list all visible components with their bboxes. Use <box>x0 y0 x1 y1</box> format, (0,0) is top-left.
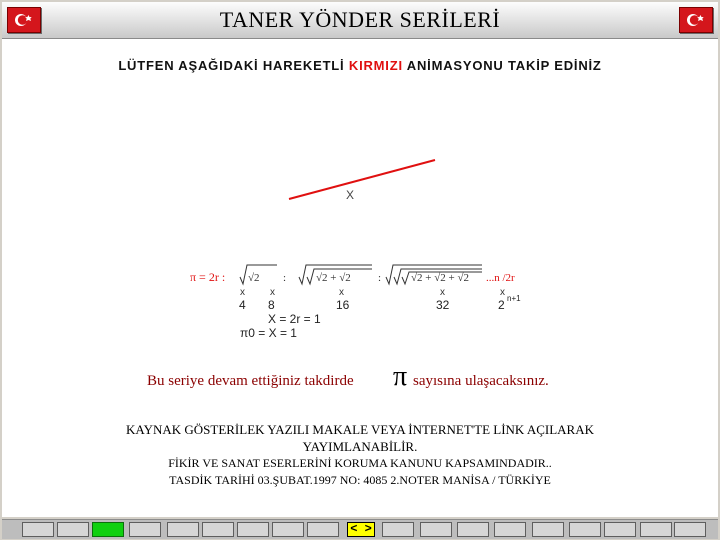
footer-line-4: TASDİK TARİHİ 03.ŞUBAT.1997 NO: 4085 2.NOTER MANİSA / TÜRKİYE <box>169 473 551 487</box>
footer-line-2: YAYIMLANABİLİR. <box>302 439 418 454</box>
radical-term-2: √2 + √2 <box>316 272 351 284</box>
segment-label: X <box>346 188 355 202</box>
nav-slide-button[interactable] <box>307 522 339 537</box>
turkish-flag-icon <box>679 7 713 33</box>
formula-line-1: X = 2r = 1 <box>268 312 321 326</box>
denom-5: 2 <box>498 298 505 312</box>
nav-slide-button[interactable] <box>420 522 452 537</box>
denom-3: 16 <box>336 298 350 312</box>
denom-4: 32 <box>436 298 450 312</box>
denom-2: 8 <box>268 298 275 312</box>
nav-slide-button[interactable] <box>129 522 161 537</box>
nav-slide-button[interactable] <box>57 522 89 537</box>
instruction-before: LÜTFEN AŞAĞIDAKİ HAREKETLİ <box>118 58 349 73</box>
caption-before: Bu seriye devam ettiğiniz takdirde <box>147 373 354 389</box>
nav-slide-button[interactable] <box>532 522 564 537</box>
x-marker-2: x <box>270 287 275 298</box>
caption <box>147 361 549 392</box>
red-segment-line <box>289 160 435 199</box>
page-title: TANER YÖNDER SERİLERİ <box>219 7 501 32</box>
x-marker-4: x <box>440 287 445 298</box>
nav-slide-button[interactable] <box>674 522 706 537</box>
instruction-text <box>2 58 718 73</box>
footer-line-3: FİKİR VE SANAT ESERLERİNİ KORUMA KANUNU KAPSAMINDADIR.. <box>168 456 552 470</box>
caption-after: sayısına ulaşacaksınız. <box>413 373 549 389</box>
instruction-highlight: KIRMIZI <box>348 58 403 73</box>
pi-symbol: π <box>393 361 408 392</box>
formula-pi-eq: π = 2r : <box>190 270 226 284</box>
x-marker-5: x <box>500 287 505 298</box>
nav-slide-button[interactable] <box>640 522 672 537</box>
nav-prev-next-button[interactable]: < > <box>347 522 375 537</box>
title-bar <box>2 2 718 39</box>
x-marker-3: x <box>339 287 344 298</box>
x-marker-1: x <box>240 287 245 298</box>
nav-slide-button[interactable] <box>237 522 269 537</box>
radical-sep-2: : <box>378 272 382 284</box>
copyright-footer <box>2 421 718 489</box>
nav-slide-button[interactable] <box>604 522 636 537</box>
denom-exponent: n+1 <box>507 294 521 303</box>
slide-content <box>2 39 718 517</box>
nav-slide-button[interactable] <box>22 522 54 537</box>
radical-term-3: √2 + √2 + √2 <box>411 272 470 284</box>
slide-navigation-bar <box>2 519 718 539</box>
instruction-after: ANİMASYONU TAKİP EDİNİZ <box>402 58 602 73</box>
nav-slide-button[interactable] <box>494 522 526 537</box>
nav-slide-button[interactable] <box>202 522 234 537</box>
formula-end: ...n /2r <box>486 272 515 284</box>
formula-line-2: π0 = X = 1 <box>240 326 297 340</box>
nav-slide-button[interactable] <box>272 522 304 537</box>
pi-series-diagram <box>182 149 542 389</box>
nav-slide-button[interactable] <box>167 522 199 537</box>
nav-slide-button[interactable] <box>569 522 601 537</box>
radical-term-1: √2 <box>248 272 260 284</box>
footer-line-1: KAYNAK GÖSTERİLEK YAZILI MAKALE VEYA İNTERNET'TE LİNK AÇILARAK <box>125 422 594 437</box>
denom-1: 4 <box>239 298 246 312</box>
nav-slide-button[interactable] <box>382 522 414 537</box>
radical-sep-1: : <box>283 272 287 284</box>
nav-slide-button-active[interactable] <box>92 522 124 537</box>
nav-slide-button[interactable] <box>457 522 489 537</box>
